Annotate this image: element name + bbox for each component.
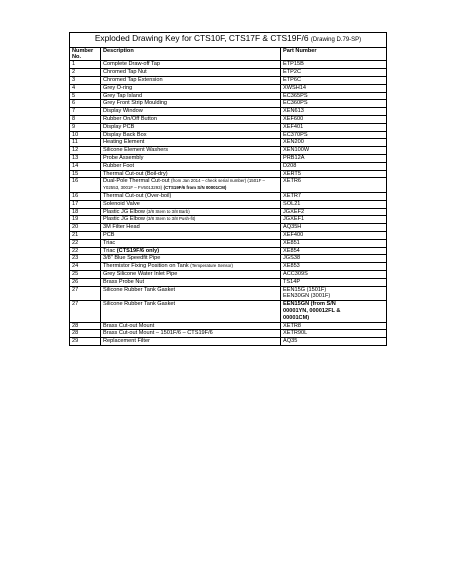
row-part-number: EC365PS — [281, 92, 387, 100]
table-row — [70, 286, 387, 301]
header-part-number: Part Number — [281, 48, 387, 61]
row-description — [101, 239, 281, 247]
table-row — [70, 200, 387, 208]
table-row — [70, 131, 387, 139]
row-description — [101, 147, 281, 155]
row-number: 26 — [70, 278, 101, 286]
row-number: 11 — [70, 139, 101, 147]
row-description — [101, 108, 281, 116]
description-text: Chromed Tap Extension — [103, 77, 163, 83]
row-part-number: XE854 — [281, 247, 387, 255]
description-text: Grey O-ring — [103, 84, 133, 91]
row-description — [101, 162, 281, 170]
row-description — [101, 69, 281, 77]
row-description — [101, 247, 281, 255]
row-description — [101, 322, 281, 330]
row-part-number: XETR8 — [281, 322, 387, 330]
row-part-number: XETR6 — [281, 178, 387, 193]
row-description — [101, 100, 281, 108]
row-number: 29 — [70, 338, 101, 346]
description-text: 3/8" Blue Speedfit Pipe — [103, 255, 161, 262]
table-row — [70, 108, 387, 116]
description-text: Brass Cut-out Mount – 1501F/6 – CTS19F/6 — [103, 330, 213, 337]
row-description — [101, 208, 281, 216]
row-description — [101, 270, 281, 278]
row-description — [101, 192, 281, 200]
description-text: Triac — [103, 239, 116, 246]
table-row — [70, 92, 387, 100]
table-title — [70, 33, 387, 48]
row-description — [101, 278, 281, 286]
description-text: Plastic JG Elbow — [103, 208, 145, 215]
row-number: 28 — [70, 330, 101, 338]
row-description — [101, 154, 281, 162]
description-text: Brass Probe Nut — [103, 278, 145, 285]
description-text: PCB — [103, 231, 115, 238]
description-text: Brass Cut-out Mount — [103, 322, 155, 329]
table-row — [70, 247, 387, 255]
description-text: Silicone Rubber Tank Gasket — [103, 301, 176, 308]
row-description — [101, 200, 281, 208]
table-row — [70, 278, 387, 286]
row-description — [101, 178, 281, 193]
title-text: Exploded Drawing Key for CTS10F, CTS17F & CTS19F/6 — [94, 33, 309, 43]
row-part-number: ACC309S — [281, 270, 387, 278]
drawing-key-table — [69, 32, 387, 346]
table-row — [70, 239, 387, 247]
row-part-number: XE851 — [281, 239, 387, 247]
row-description — [101, 263, 281, 271]
row-part-number: JGS38 — [281, 255, 387, 263]
row-number: 27 — [70, 301, 101, 322]
row-part-number: JGXEF1 — [281, 216, 387, 224]
row-number: 18 — [70, 208, 101, 216]
description-text: Grey Tap Island — [103, 92, 143, 99]
table-row — [70, 69, 387, 77]
description-text: Chromed Tap Nut — [103, 69, 147, 76]
row-description — [101, 301, 281, 322]
table-row — [70, 115, 387, 123]
row-part-number: EC360PS — [281, 100, 387, 108]
row-number: 12 — [70, 147, 101, 155]
description-text: Thermal Cut-out (Boil-dry) — [103, 170, 168, 177]
row-number: 14 — [70, 162, 101, 170]
row-number: 19 — [70, 216, 101, 224]
row-part-number — [281, 286, 387, 301]
row-part-number: TS14P — [281, 278, 387, 286]
row-number: 23 — [70, 255, 101, 263]
description-text: Rubber On/Off Button — [103, 115, 158, 122]
row-part-number: XEN100W — [281, 147, 387, 155]
table-body — [70, 61, 387, 345]
row-part-number: XETR90L — [281, 330, 387, 338]
description-text: Plastic JG Elbow — [103, 216, 145, 223]
description-text: Silicone Rubber Tank Gasket — [103, 286, 176, 293]
row-part-number: XWSH14 — [281, 84, 387, 92]
row-description — [101, 231, 281, 239]
table-row — [70, 301, 387, 322]
row-number: 21 — [70, 231, 101, 239]
description-text: Probe Assembly — [103, 154, 144, 161]
row-part-number: XERT5 — [281, 170, 387, 178]
row-part-number: SOL21 — [281, 200, 387, 208]
row-number: 22 — [70, 247, 101, 255]
row-part-number: D208 — [281, 162, 387, 170]
row-part-number: EC370PS — [281, 131, 387, 139]
table-row — [70, 139, 387, 147]
row-number: 2 — [70, 69, 101, 77]
description-note: (from Jan 2014 – check serial number) (1501F – Y02553, 3001F – FV6013293) — [103, 178, 265, 191]
description-text: Display Back Box — [103, 131, 147, 138]
row-description — [101, 61, 281, 69]
description-text: Display PCB — [103, 123, 135, 130]
description-text: 3M Filter Head — [103, 224, 140, 231]
row-number: 6 — [70, 100, 101, 108]
table-row — [70, 263, 387, 271]
table-row — [70, 100, 387, 108]
header-number: Number No. — [70, 48, 101, 61]
row-number: 25 — [70, 270, 101, 278]
part-number-line: EEN15G (1501F) — [283, 286, 327, 293]
row-part-number: AQ35 — [281, 338, 387, 346]
row-number: 17 — [70, 200, 101, 208]
row-number: 16 — [70, 192, 101, 200]
row-part-number: AQ35H — [281, 224, 387, 232]
row-part-number — [281, 301, 387, 322]
table-row — [70, 208, 387, 216]
table-row — [70, 162, 387, 170]
table-row — [70, 178, 387, 193]
table-row — [70, 270, 387, 278]
row-description — [101, 92, 281, 100]
description-text: Heating Element — [103, 139, 145, 146]
row-description — [101, 338, 281, 346]
description-text: Silicone Element Washers — [103, 147, 169, 154]
part-number-line: 00001CM) — [283, 314, 310, 321]
row-description — [101, 330, 281, 338]
row-description — [101, 216, 281, 224]
description-text: Thermal Cut-out (Over-boil) — [103, 192, 172, 199]
row-description — [101, 286, 281, 301]
row-description — [101, 131, 281, 139]
description-text: Solenoid Valve — [103, 200, 140, 207]
row-number: 13 — [70, 154, 101, 162]
description-text: Grey Silicone Water Inlet Pipe — [103, 270, 178, 277]
part-number-line: EEN30GN (3001F) — [283, 293, 331, 300]
row-part-number: XETR7 — [281, 192, 387, 200]
row-number: 7 — [70, 108, 101, 116]
table-row — [70, 330, 387, 338]
row-number: 28 — [70, 322, 101, 330]
row-description — [101, 224, 281, 232]
row-description — [101, 170, 281, 178]
row-part-number: XEN613 — [281, 108, 387, 116]
row-number: 3 — [70, 77, 101, 85]
row-number: 22 — [70, 239, 101, 247]
row-part-number: XEF600 — [281, 115, 387, 123]
row-number: 8 — [70, 115, 101, 123]
row-part-number: ETP6C — [281, 77, 387, 85]
row-number: 20 — [70, 224, 101, 232]
description-note: (3/8 Stem to 3/8 Barb) — [146, 208, 190, 214]
description-emphasis: (CTS19F/6 from S/N 00001CM) — [163, 185, 227, 191]
table-row — [70, 61, 387, 69]
row-part-number: ETP2C — [281, 69, 387, 77]
row-number: 27 — [70, 286, 101, 301]
table-row — [70, 170, 387, 178]
part-number-line: 00001YN, 000012FL & — [283, 307, 341, 314]
row-number: 24 — [70, 263, 101, 271]
row-number: 4 — [70, 84, 101, 92]
row-number: 10 — [70, 131, 101, 139]
row-part-number: XE853 — [281, 263, 387, 271]
part-number-line: EEN15GN (from S/N — [283, 301, 336, 308]
table-row — [70, 224, 387, 232]
description-text: Dual-Pole Thermal Cut-out — [103, 178, 170, 185]
row-description — [101, 139, 281, 147]
row-description — [101, 255, 281, 263]
title-drawing-ref: (Drawing D.79-SP) — [310, 37, 362, 43]
description-text: Replacement Filter — [103, 338, 150, 345]
table-row — [70, 147, 387, 155]
row-description — [101, 84, 281, 92]
table-row — [70, 192, 387, 200]
table-row — [70, 322, 387, 330]
row-description — [101, 115, 281, 123]
description-text: Thermistor Fixing Position on Tank — [103, 263, 189, 270]
description-note: (3/8 Stem to 3/8 Push-fit) — [146, 216, 196, 222]
table-row — [70, 338, 387, 346]
description-text: Rubber Foot — [103, 162, 135, 169]
table-row — [70, 231, 387, 239]
description-text: Display Window — [103, 108, 143, 115]
table-row — [70, 154, 387, 162]
header-description: Description — [101, 48, 281, 61]
description-emphasis: (CTS19F/6 only) — [116, 247, 160, 254]
row-description — [101, 123, 281, 131]
row-number: 1 — [70, 61, 101, 69]
row-description — [101, 77, 281, 85]
table-row — [70, 255, 387, 263]
description-note: (Temperature Sensor) — [190, 263, 233, 269]
row-part-number: XEN200 — [281, 139, 387, 147]
row-part-number: XEF401 — [281, 123, 387, 131]
row-number: 9 — [70, 123, 101, 131]
table-row — [70, 216, 387, 224]
row-number: 5 — [70, 92, 101, 100]
row-part-number: PRB12A — [281, 154, 387, 162]
description-text: Triac — [103, 247, 116, 254]
description-text: Grey Front Strip Moulding — [103, 100, 168, 107]
row-part-number: JGXEF2 — [281, 208, 387, 216]
description-text: Complete Draw-off Tap — [103, 61, 160, 68]
row-part-number: ETP15B — [281, 61, 387, 69]
row-part-number: XEF400 — [281, 231, 387, 239]
table-row — [70, 84, 387, 92]
row-number: 15 — [70, 170, 101, 178]
table-row — [70, 123, 387, 131]
table-row — [70, 77, 387, 85]
row-number: 16 — [70, 178, 101, 193]
